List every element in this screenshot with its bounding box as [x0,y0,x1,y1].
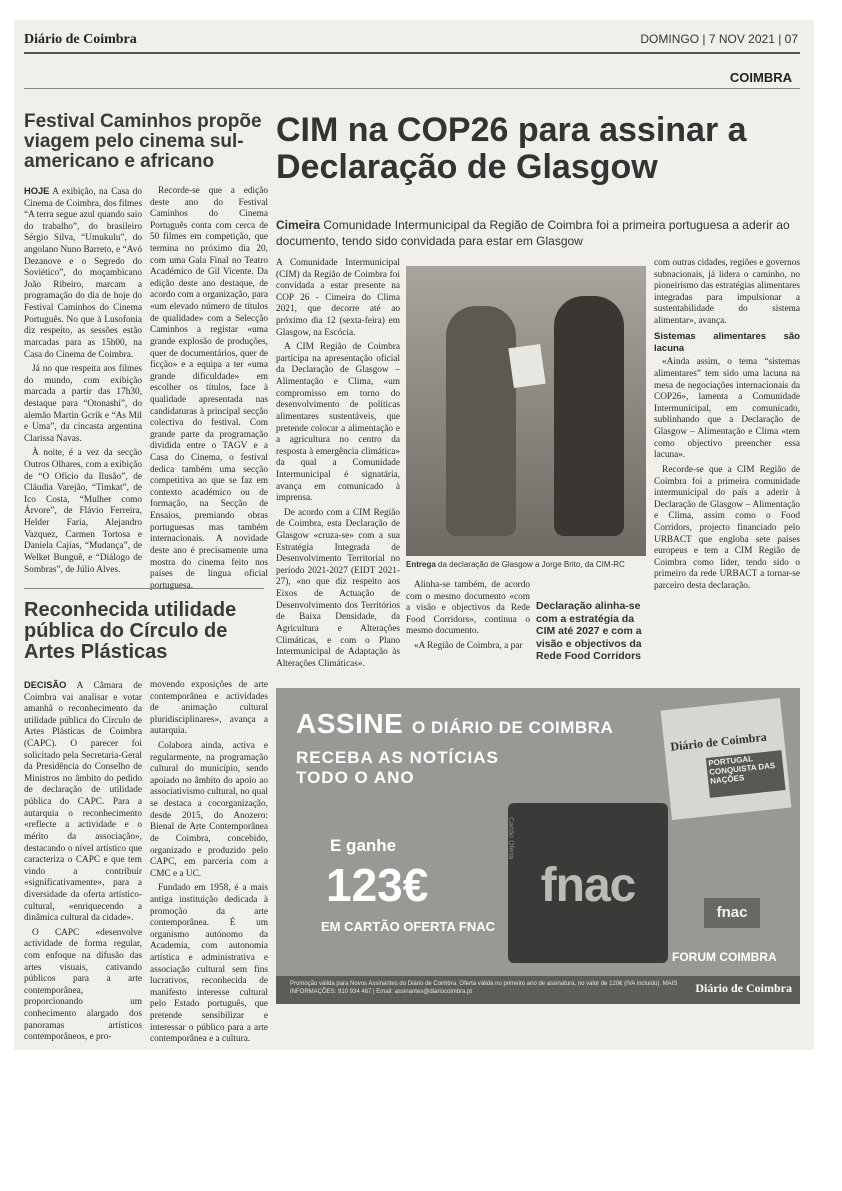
festival-paragraph: Recorde-se que a edição deste ano do Festival Caminhos do Cinema Português conta com cerca de 50 filmes em competição, que termina no próximo dia 20, com uma Gala Final no Teatro Académico de Gil Vicente. Da edição deste ano destaque, de acordo com a organização, para «um elevado número de títulos de qualidade» com a Selecção Caminhos a registar «uma grande explosão de produções, quer de documentários, quer de ficção» e a equipa a ter «uma grande dificuldade» em escolher os títulos, face à qualidade apresentada nas candidaturas à principal secção colectiva do festival. Com grande parte da programação dividida entre o TAGV e a Casa do Cinema, o festival dedica também uma secção competitiva ao que se faz em contexto académico ou de formação, na Secção de Ensaios, premiando obras portuguesas mas também internacionais. A novidade deste ano é precisamente uma mostra do cinema feito nos países de língua oficial portuguesa. [150,186,268,591]
festival-column-2 [150,186,268,591]
cim-intertitle: Sistemas alimentares são lacuna [654,330,800,354]
main-headline: CIM na COP26 para assinar a Declaração de Glasgow [276,111,747,186]
cim-column-3 [654,258,800,666]
main-subhead [276,218,796,249]
ad-brand-line: O DIÁRIO DE COIMBRA [412,718,614,737]
circulo-paragraph [24,680,142,925]
newspaper-page [14,20,814,1050]
festival-headline: Festival Caminhos propõe viagem pelo cinema sul-americano e africano [24,111,262,172]
circulo-paragraph: Fundado em 1958, é a mais antiga instituição dedicada à promoção da arte contemporânea. É um organismo autónomo da Academia, com autonomia artística e administrativa e associação cultural sem fins lucrativos, reconhecida de manifesto interesse cultural pelo Estado português, que pretende sensibilizar e interessar o público para a arte contemporânea e a cultura. [150,883,268,1045]
dateline: DOMINGO | 7 NOV 2021 | 07 [640,32,798,46]
ad-gift-card-text: EM CARTÃO OFERTA FNAC [320,919,496,934]
cim-paragraph: «Ainda assim, o tema “sistemas alimentares” tem sido uma lacuna na mesa de negociações internacionais da COP26», lamenta a Comunidade Intermunicipal, em comunicado, sublinhando que a Declaração de Glasgow – Alimentação e Clima «tem como objectivo preencher essa lacuna». [654,357,800,461]
article-photo [406,266,646,556]
cim-paragraph: «A Região de Coimbra, a par [414,641,523,652]
cim-paragraph: A Comunidade Intermunicipal (CIM) da Região de Coimbra foi convidada a estar presente na COP 26 - Cimeira do Clima 2021, que decorre até ao próximo dia 12 (sexta-feira) em Glasgow, na Escócia. [276,258,400,338]
ad-card-label: Cartão Oferta [507,817,514,860]
header-rule [24,52,800,54]
cim-paragraph: Alinha-se também, de acordo com o mesmo documento «com a visão e objectivos da Rede Food Corridors», continua o mesmo documento. [406,580,530,637]
festival-paragraph: Já no que respeita aos filmes do mundo, com exibição marcada a partir das 17h30, destaque para “Otonashi”, do alemão Martin Gcrik e “As Mil e Uma”, da cincasta argentina Clarissa Navas. [24,364,142,444]
ad-newspaper-image [661,698,792,820]
section-rule [24,88,800,89]
circulo-text: A Câmara de Coimbra vai analisar e votar amanhã o reconhecimento da utilidade pública do Círculo de Artes Plásticas de Coimbra (CAPC). O parecer foi solicitado pela Secretaria-Geral da Presidência do Conselho de Ministros no âmbito do pedido de declaração de utilidade pública do CAPC. Para a autarquia o reconhecimento «reflecte a actividade e o mérito da associação», destacando o nível artístico que caracteriza o CAPC e que tem vindo a contribuir «significativamente», para a diversidade da oferta artístico-cultural, «enriquecendo a dinâmica cultural da cidade». [24,681,142,924]
cim-paragraph: com outras cidades, regiões e governos subnacionais, já lidera o caminho, no pioneirismo das estratégias alimentares integradas para impulsionar a sustentabilidade do sistema alimentar», avança. [654,258,800,327]
festival-column-1 [24,186,142,581]
ad-price: 123€ [326,859,429,911]
pull-quote: Declaração alinha-se com a estratégia da CIM até 2027 e com a visão e objectivos da Rede Food Corridors [536,600,642,663]
circulo-paragraph: O CAPC «desenvolve actividade de forma regular, com enfoque na difusão das artes visuais, cativando públicos para a arte contemporânea, proporcionando um conhecimento alargado dos panoramas artísticos contemporâneos, e pro- [24,927,142,1043]
festival-paragraph: À noite, é a vez da secção Outros Olhares, com a exibição de “O Ofício da Ilusão”, de Cláudia Varejão, “Timkat”, de Ico Costa, “Mulher como Árvore”, de Flávio Ferreira, Helder Faria, Alejandro Vazquez, Carmen Tortosa e Daniela Cajías, “Mudança”, de Welket Bunguê, e “Diálogo de Sombras”, de Júlio Alves. [24,448,142,575]
circulo-paragraph: Colabora ainda, activa e regularmente, na programação cultural do município, sendo apoiado no âmbito do apoio ao associativismo cultural, no qual se destaca a cocorganização, desde 2015, do Anozero: Bienal de Arte Contemporânea de Coimbra, concebido, organizado e produzido pelo CAPC, em parceria com a CMC e a UC. [150,741,268,879]
festival-paragraph [24,186,142,361]
circulo-column-1 [24,680,142,1043]
cim-column-1 [276,258,400,669]
ad-assine [296,708,613,740]
caption-text: da declaração de Glasgow a Jorge Brito, da CIM-RC [438,560,625,569]
masthead: Diário de Coimbra [24,32,137,47]
ad-fine-print: Promoção válida para Novos Assinantes do Diário de Coimbra. Oferta válida no primeiro ano de assinatura, no valor de 120€ (IVA incluído). MAIS INFORMAÇÕES: 910 934 467 | Email: assinantes@diariocoimbra.pt [290,981,678,996]
cim-paragraph: Recorde-se que a CIM Região de Coimbra foi a primeira comunidade intermunicipal do país a aderir à Declaração de Glasgow – Alimentação e Clima, assim como o Food Corridors, projecto financiado pelo URBACT que engloba sete países europeus e tem a CIM Região de Coimbra como líder, tendo sido o primeiro da rede URBACT a tornar-se parceiro desta declaração. [654,464,800,591]
cim-paragraph: De acordo com a CIM Região de Coimbra, esta Declaração de Glasgow «cruza-se» com a sua Estratégia Integrada de Desenvolvimento Territorial no período 2021-2027 (EIDT 2021-27), «no que diz respeito aos Eixos de Actuação de Desenvolvimento dos Territórios de Baixa Densidade, da Agricultura e Alterações Climáticas, e com o Plano Intermunicipal de Adaptação às Alterações Climáticas». [276,507,400,669]
ad-footer [276,976,800,1004]
photo-caption [406,560,646,569]
section-label: COIMBRA [729,70,792,85]
circulo-lead: DECISÃO [24,680,67,690]
photo-document [508,344,545,388]
circulo-column-2 [150,680,268,1045]
festival-lead: HOJE [24,186,50,196]
cim-paragraph: A CIM Região de Coimbra participa na apresentação oficial da Declaração de Glasgow – Alimentação e Clima, «um compromisso em torno do desenvolvimento de políticas alimentares sustentáveis, que pretende colocar a alimentação e a agricultura no centro da resposta à emergência climática» da qual a Comunidade Intermunicipal é signatária, avança em comunicado à imprensa. [276,342,400,504]
main-kicker: Cimeira [276,218,321,232]
festival-text: A exibição, na Casa do Cinema de Coimbra, dos filmes “A terra segue azul quando saio do trabalho”, do brasileiro Sérgio Silva, “Umukulu”, do angolano Nuno Barreto, e “Avó Dezanove e o Segredo do Soviético”, do moçambicano João Ribeiro, marcam a programação do dia de hoje do Festival Caminhos do Cinema Português. No que à Lusofonia diz respeito, as sessões estão marcadas para as 15h00, na Casa do Cinema de Coimbra. [24,187,142,360]
ad-footer-brand: Diário de Coimbra [695,981,792,995]
fnac-logo: fnac [704,898,760,928]
ad-news-line: RECEBA AS NOTÍCIAS TODO O ANO [296,748,499,787]
article-divider [24,588,264,589]
caption-lead: Entrega [406,560,436,569]
photo-person-right [554,296,624,536]
ad-gift-card [508,803,668,963]
ad-assine-word: ASSINE [296,708,404,739]
main-subhead-text: Comunidade Intermunicipal da Região de Coimbra foi a primeira portuguesa a aderir ao documento, tendo sido convidada para estar em Glasgow [276,218,790,248]
subscription-ad [276,688,800,1004]
cim-column-2 [406,580,530,668]
ad-newspaper-title: Diário de Coimbra [669,729,768,754]
circulo-paragraph: movendo exposições de arte contemporânea e actividades de animação cultural pluridisciplinares», avança a autarquia. [150,680,268,737]
ad-ganhe: E ganhe [330,836,397,855]
circulo-headline: Reconhecida utilidade pública do Círculo de Artes Plásticas [24,599,237,663]
ad-forum: FORUM COIMBRA [672,950,777,964]
ad-newspaper-headline: PORTUGAL CONQUISTA DAS NAÇÕES [706,750,786,798]
photo-person-left [446,306,516,536]
ad-card-brand: fnac [540,859,636,912]
